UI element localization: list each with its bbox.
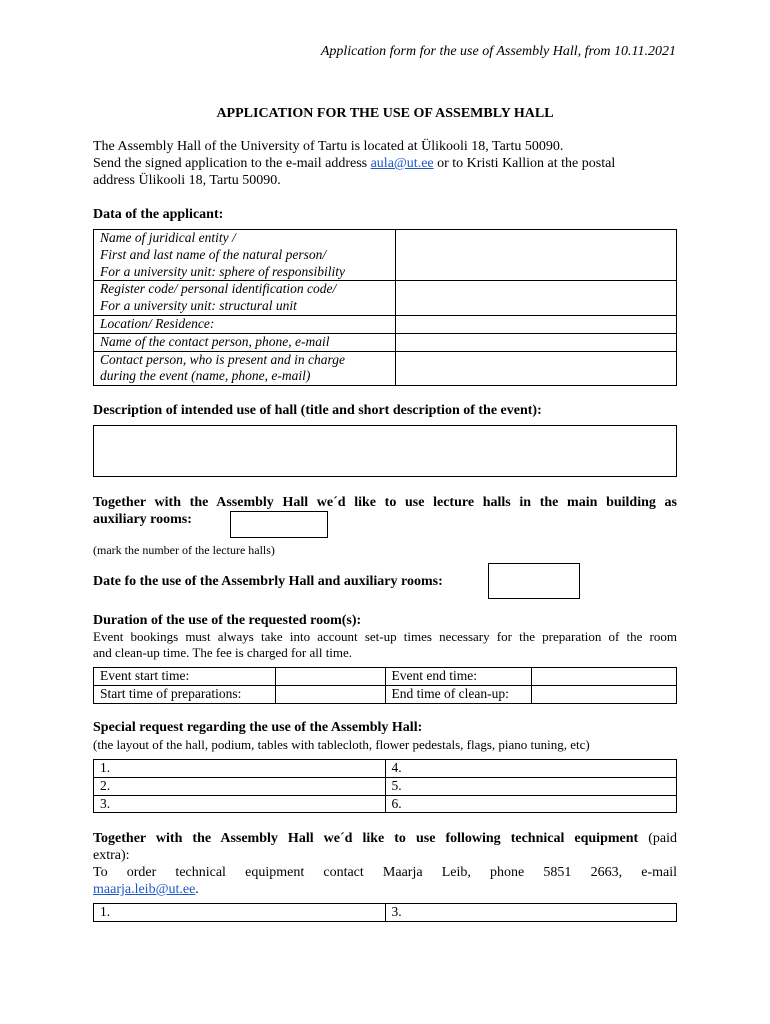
intro-line-2-end: or to Kristi Kallion at the postal xyxy=(433,156,616,171)
auxiliary-line-1: Together with the Assembly Hall we´d like to use lecture halls in the main building as xyxy=(93,495,677,510)
label-line: First and last name of the natural person/ xyxy=(100,246,327,262)
table-row xyxy=(94,351,677,386)
special-request-table xyxy=(93,759,677,813)
label-line: during the event (name, phone, e-mail) xyxy=(100,368,311,384)
description-field[interactable] xyxy=(93,425,677,477)
technical-equipment-table xyxy=(93,903,677,922)
table-row xyxy=(94,904,677,922)
label-line: Contact person, who is present and in charge xyxy=(100,351,345,367)
technical-line-1 xyxy=(93,830,677,847)
table-row xyxy=(94,333,677,351)
date-label: Date fo the use of the Assembrly Hall and auxiliary rooms: xyxy=(93,574,443,589)
applicant-heading: Data of the applicant: xyxy=(93,207,224,222)
auxiliary-note: (mark the number of the lecture halls) xyxy=(93,543,275,557)
register-code-label xyxy=(94,281,396,316)
technical-item-3[interactable]: 3. xyxy=(385,904,677,922)
special-item-2[interactable]: 2. xyxy=(94,777,386,795)
table-row xyxy=(94,230,677,281)
technical-line-4 xyxy=(93,881,677,898)
special-item-5[interactable]: 5. xyxy=(385,777,677,795)
aula-email-link[interactable]: aula@ut.ee xyxy=(370,156,434,171)
applicant-table xyxy=(93,229,677,386)
juridical-entity-field[interactable] xyxy=(395,230,676,281)
intro-line-1: The Assembly Hall of the University of Tartu is located at Ülikooli 18, Tartu 50090. xyxy=(93,139,564,154)
intro-text xyxy=(93,138,677,189)
special-heading: Special request regarding the use of the Assembly Hall: xyxy=(93,720,423,735)
event-contact-label xyxy=(94,351,396,386)
special-note: (the layout of the hall, podium, tables with tablecloth, flower pedestals, flags, piano tuning, etc) xyxy=(93,737,590,752)
label-line: Register code/ personal identification code/ xyxy=(100,281,337,297)
special-item-6[interactable]: 6. xyxy=(385,795,677,813)
event-end-label: Event end time: xyxy=(385,668,532,686)
juridical-entity-label xyxy=(94,230,396,281)
technical-line-3: To order technical equipment contact Maarja Leib, phone 5851 2663, e-mail xyxy=(93,865,677,880)
form-title: APPLICATION FOR THE USE OF ASSEMBLY HALL xyxy=(216,106,554,121)
duration-note xyxy=(93,629,677,661)
event-contact-field[interactable] xyxy=(395,351,676,386)
label-line: Name of juridical entity / xyxy=(100,230,236,245)
technical-line-2: extra): xyxy=(93,848,130,863)
table-row xyxy=(94,281,677,316)
special-item-1[interactable]: 1. xyxy=(94,760,386,778)
intro-line-2-start: Send the signed application to the e-mail address xyxy=(93,156,371,171)
table-row xyxy=(94,795,677,813)
table-row xyxy=(94,315,677,333)
label-line: For a university unit: structural unit xyxy=(100,298,297,314)
duration-table xyxy=(93,667,677,704)
location-label: Location/ Residence: xyxy=(94,315,396,333)
label-line: For a university unit: sphere of responsibility xyxy=(100,263,345,279)
preparations-field[interactable] xyxy=(275,685,385,703)
technical-line-1-plain: (paid xyxy=(638,831,677,846)
duration-heading: Duration of the use of the requested room(s): xyxy=(93,613,362,628)
intro-line-3: address Ülikooli 18, Tartu 50090. xyxy=(93,173,281,188)
event-end-field[interactable] xyxy=(532,668,677,686)
technical-item-1[interactable]: 1. xyxy=(94,904,386,922)
table-row xyxy=(94,685,677,703)
contact-person-field[interactable] xyxy=(395,333,676,351)
special-item-4[interactable]: 4. xyxy=(385,760,677,778)
cleanup-field[interactable] xyxy=(532,685,677,703)
date-field[interactable] xyxy=(488,563,580,599)
technical-line-1-bold: Together with the Assembly Hall we´d like to use following technical equipment xyxy=(93,831,639,846)
preparations-label: Start time of preparations: xyxy=(94,685,276,703)
auxiliary-line-2: auxiliary rooms: xyxy=(93,512,192,527)
table-row xyxy=(94,760,677,778)
event-start-field[interactable] xyxy=(275,668,385,686)
auxiliary-rooms-field[interactable] xyxy=(230,511,328,538)
maarja-email-link[interactable]: maarja.leib@ut.ee xyxy=(93,882,196,897)
description-heading: Description of intended use of hall (title and short description of the event): xyxy=(93,403,542,418)
duration-note-line-2: and clean-up time. The fee is charged for all time. xyxy=(93,645,353,660)
table-row xyxy=(94,777,677,795)
event-start-label: Event start time: xyxy=(94,668,276,686)
contact-person-label: Name of the contact person, phone, e-mail xyxy=(94,333,396,351)
intro-line-2 xyxy=(93,155,677,172)
cleanup-label: End time of clean-up: xyxy=(385,685,532,703)
location-field[interactable] xyxy=(395,315,676,333)
register-code-field[interactable] xyxy=(395,281,676,316)
duration-note-line-1: Event bookings must always take into account set-up times necessary for the preparation of the room xyxy=(93,629,677,644)
period: . xyxy=(195,882,199,897)
table-row xyxy=(94,668,677,686)
special-item-3[interactable]: 3. xyxy=(94,795,386,813)
page-header: Application form for the use of Assembly Hall, from 10.11.2021 xyxy=(320,44,676,59)
technical-text xyxy=(93,830,677,898)
